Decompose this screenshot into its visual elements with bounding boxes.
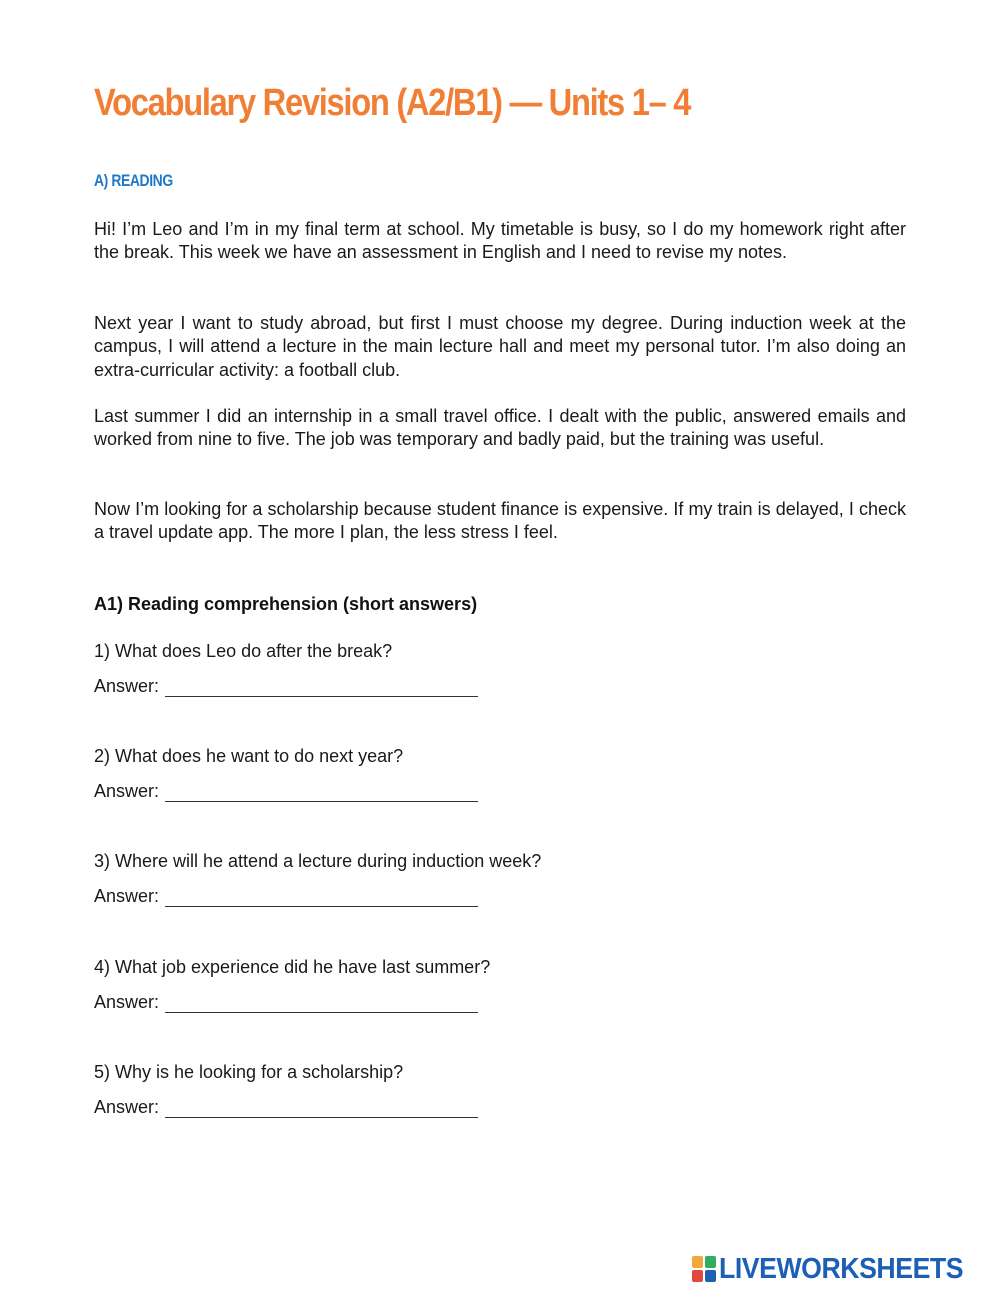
logo-square-1 [692,1256,703,1268]
answer-row-5 [94,1097,478,1118]
comprehension-heading: A1) Reading comprehension (short answers) [94,594,478,614]
answer-row-2 [94,781,478,802]
answer-row-4 [94,992,478,1013]
answer-label: Answer: [94,992,160,1012]
logo-square-2 [705,1256,716,1268]
section-heading-reading: A) READING [94,171,173,190]
answer-input-2[interactable] [165,782,478,802]
answer-label: Answer: [94,1097,160,1117]
logo-text: LIVEWORKSHEETS [719,1252,964,1285]
answer-input-3[interactable] [165,887,478,907]
answer-row-3 [94,886,478,907]
question-4: 4) What job experience did he have last summer? [94,957,491,977]
answer-label: Answer: [94,886,160,906]
answer-input-1[interactable] [165,677,478,697]
reading-paragraph-1: Hi! I’m Leo and I’m in my final term at school. My timetable is busy, so I do my homework right after the break. This week we have an assessment in English and I need to revise my notes. [94,219,906,263]
reading-paragraph-3: Last summer I did an internship in a small travel office. I dealt with the public, answered emails and worked from nine to five. The job was temporary and badly paid, but the training was useful. [94,406,906,450]
answer-row-1 [94,676,478,697]
logo-square-4 [705,1270,716,1282]
answer-input-5[interactable] [165,1098,478,1118]
reading-paragraph-4: Now I’m looking for a scholarship because student finance is expensive. If my train is delayed, I check a travel update app. The more I plan, the less stress I feel. [94,499,906,543]
question-3: 3) Where will he attend a lecture during induction week? [94,851,542,871]
answer-input-4[interactable] [165,993,478,1013]
logo-square-3 [692,1270,703,1282]
worksheet-title: Vocabulary Revision (A2/B1) — Units 1– 4 [94,82,691,124]
answer-label: Answer: [94,676,160,696]
reading-paragraph-2: Next year I want to study abroad, but first I must choose my degree. During induction week at the campus, I will attend a lecture in the main lecture hall and meet my personal tutor. I’m also doing an extra-curricular activity: a football club. [94,313,906,380]
question-2: 2) What does he want to do next year? [94,746,404,766]
question-5: 5) Why is he looking for a scholarship? [94,1062,404,1082]
question-1: 1) What does Leo do after the break? [94,641,393,661]
answer-label: Answer: [94,781,160,801]
liveworksheets-logo[interactable] [692,1253,984,1285]
liveworksheets-logo-icon [692,1256,716,1282]
